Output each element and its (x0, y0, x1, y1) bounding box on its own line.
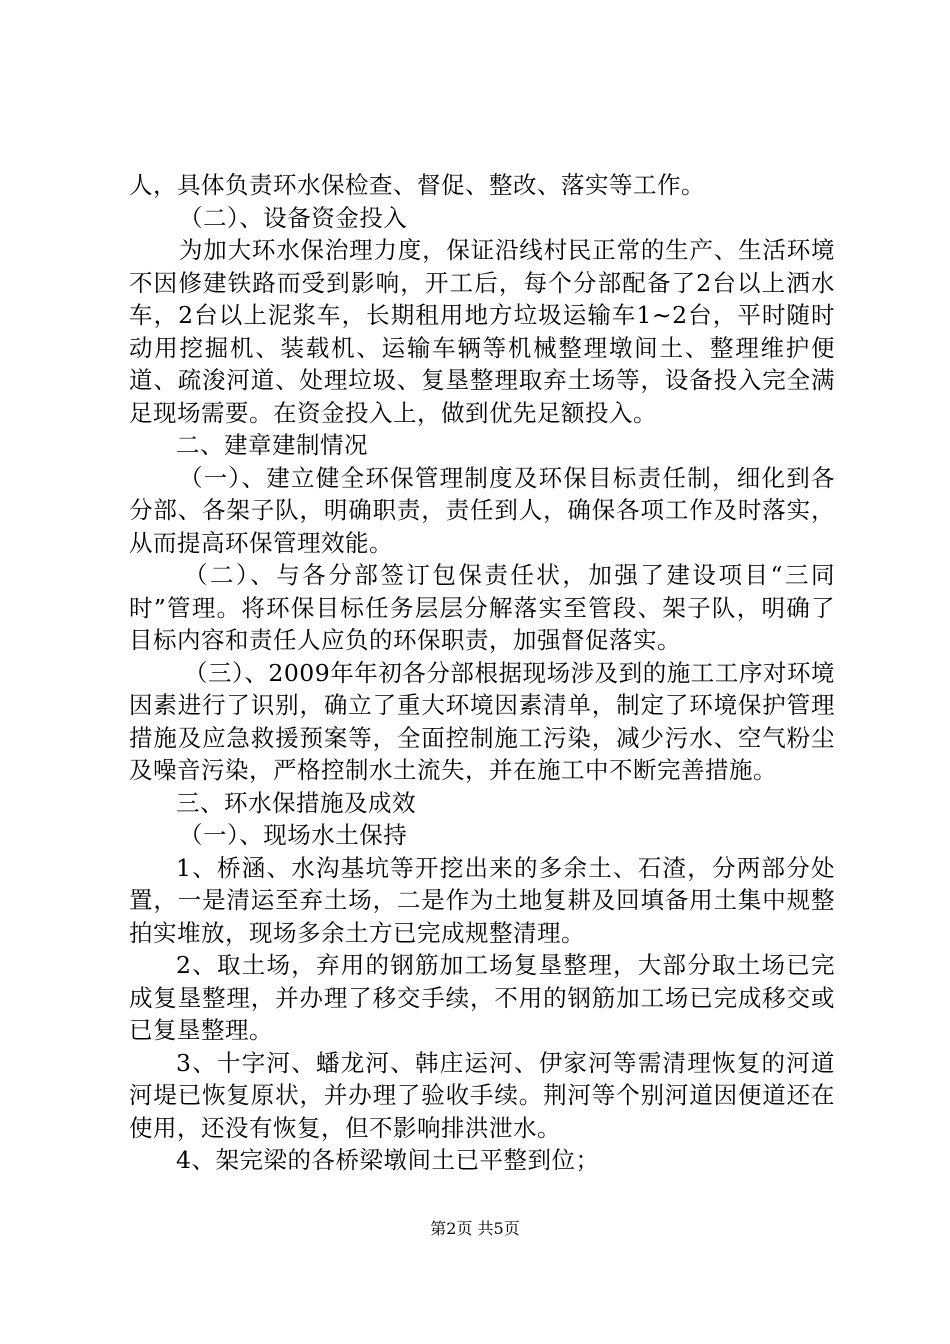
list-item-3: 3、十字河、蟠龙河、韩庄运河、伊家河等需清理恢复的河道河堤已恢复原状，并办理了验收手续。荆河等个别河道因便道还在使用，还没有恢复，但不影响排洪泄水。 (129, 1048, 835, 1142)
list-item-1: 1、桥涵、水沟基坑等开挖出来的多余土、石渣，分两部分处置，一是清运至弃土场，二是作为土地复耕及回填备用土集中规整拍实堆放，现场多余土方已完成规整清理。 (129, 853, 835, 947)
page-footer: 第2页 共5页 (430, 1219, 520, 1238)
list-item-4: 4、架完梁的各桥梁墩间土已平整到位； (176, 1146, 600, 1174)
paragraph-rules-3: （三）、2009年年初各分部根据现场涉及到的施工工序对环境因素进行了识别，确立了重大环境因素清单，制定了环境保护管理措施及应急救援预案等，全面控制施工污染，减少污水、空气粉尘及噪音污染，严格控制水土流失，并在施工中不断完善措施。 (129, 658, 835, 784)
heading-equipment-funds: （二）、设备资金投入 (179, 203, 408, 232)
paragraph-rules-2: （二）、与各分部签订包保责任状，加强了建设项目“三同时”管理。将环保目标任务层层分解落实至管段、架子队，明确了目标内容和责任人应负的环保职责，加强督促落实。 (129, 561, 835, 654)
document-body (129, 169, 835, 1177)
paragraph-rules-1: （一）、建立健全环保管理制度及环保目标责任制，细化到各分部、各架子队，明确职责，责任到人，确保各项工作及时落实，从而提高环保管理效能。 (129, 463, 835, 557)
heading-soil-conservation: （一）、现场水土保持 (179, 821, 408, 849)
heading-measures: 三、环水保措施及成效 (176, 788, 416, 817)
paragraph-equipment: 为加大环水保治理力度，保证沿线村民正常的生产、生活环境不因修建铁路而受到影响，开工后，每个分部配备了2台以上洒水车，2台以上泥浆车，长期租用地方垃圾运输车1~2台，平时随时动用挖掘机、装载机、运输车辆等机械整理墩间土、整理维护便道、疏浚河道、处理垃圾、复垦整理取弃土场等，设备投入完全满足现场需要。在资金投入上，做到优先足额投入。 (129, 236, 835, 427)
heading-rules-system: 二、建章建制情况 (176, 431, 368, 459)
list-item-2: 2、取土场，弃用的钢筋加工场复垦整理，大部分取土场已完成复垦整理，并办理了移交手续，不用的钢筋加工场已完成移交或已复垦整理。 (129, 951, 835, 1044)
paragraph-1: 人，具体负责环水保检查、督促、整改、落实等工作。 (129, 171, 705, 199)
